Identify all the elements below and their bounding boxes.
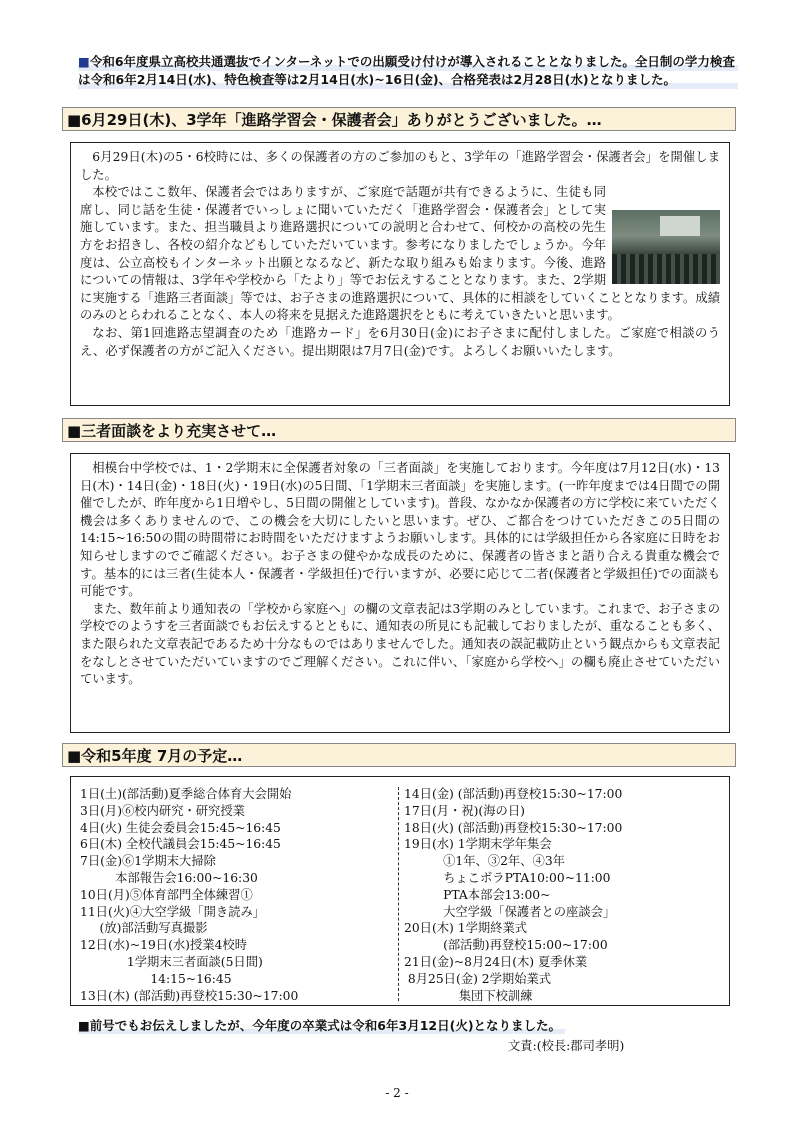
bullet-square-icon: ■ bbox=[78, 54, 90, 69]
article-paragraph: また、数年前より通知表の「学校から家庭へ」の欄の文章表記は3学期のみとしています。これまで、お子さまの学校でのようすを三者面談でもお伝えするとともに、通知表の所見にも記載しておりましたが、重なることも多く、また限られた文章表記であるため十分なものではありませんでした。通知表の誤記載防止という観点からも文章表記をなしとさせていただいていますのでご理解ください。これに伴い、「家庭から学校へ」の欄も廃止させていただいています。 bbox=[80, 601, 720, 687]
projector-screen-shape bbox=[660, 216, 700, 236]
schedule-line: 8月25日(金) 2学期始業式 bbox=[404, 971, 552, 986]
article-paragraph: 6月29日(木)の5・6校時には、多くの保護者の方のご参加のもと、3学年の「進路学習会・保護者会」を開催しました。 bbox=[80, 150, 720, 182]
section-heading-july-schedule: ■令和5年度 7月の予定… bbox=[62, 743, 736, 767]
schedule-line: ①1年、③2年、④3年 bbox=[404, 854, 565, 869]
schedule-line: 17日(月・祝)(海の日) bbox=[404, 803, 525, 818]
schedule-line: 6日(木) 全校代議員会15:45~16:45 bbox=[80, 837, 281, 852]
graduation-notice: ■前号でもお伝えしましたが、今年度の卒業式は令和6年3月12日(火)となりました。 bbox=[78, 1018, 565, 1034]
article-paragraph: なお、第1回進路志望調査のため「進路カード」を6月30日(金)にお子さまに配付しました。ご家庭で相談のうえ、必ず保護者の方がご記入ください。提出期限は7月7日(金)です。よろしくお願いいたします。 bbox=[80, 325, 720, 358]
schedule-line: 21日(金)~8月24日(木) 夏季休業 bbox=[404, 954, 588, 969]
schedule-line: 20日(木) 1学期終業式 bbox=[404, 921, 528, 936]
schedule-line: 10日(月)⑤体育部門全体練習① bbox=[80, 887, 253, 902]
schedule-line: 19日(水) 1学期末学年集会 bbox=[404, 837, 552, 852]
section-heading-three-party-meeting: ■三者面談をより充実させて… bbox=[62, 418, 736, 442]
meeting-photo bbox=[612, 210, 720, 284]
three-party-meeting-article bbox=[70, 453, 730, 733]
section-heading-career-meeting: ■6月29日(木)、3学年「進路学習会・保護者会」ありがとうございました。… bbox=[62, 107, 736, 131]
schedule-line: (放)部活動写真撮影 bbox=[80, 921, 208, 936]
schedule-line: 14:15~16:45 bbox=[80, 971, 232, 986]
schedule-line: (部活動)再登校15:00~17:00 bbox=[404, 938, 608, 953]
schedule-column-right bbox=[404, 786, 724, 1004]
schedule-line: 12日(水)~19日(水)授業4校時 bbox=[80, 938, 247, 953]
schedule-line: 1日(土)(部活動)夏季総合体育大会開始 bbox=[80, 787, 292, 801]
schedule-divider bbox=[398, 787, 399, 1001]
schedule-line: 大空学級「保護者との座談会」 bbox=[404, 904, 616, 919]
schedule-line: 7日(金)⑥1学期末大掃除 bbox=[80, 854, 216, 869]
schedule-line: PTA本部会13:00~ bbox=[404, 887, 551, 902]
article-paragraph: 相模台中学校では、1・2学期末に全保護者対象の「三者面談」を実施しております。今年度は7月12日(水)・13日(木)・14日(金)・18日(火)・19日(水)の5日間、「1学期末三者面談」を実施します。(一昨年度までは4日間での開催でしたが、昨年度から1日増やし、5日間の開催としています)。普段、なかなか保護者の方に学校に来ていただく機会は多くありませんので、この機会を大切にしたいと思います。ぜひ、ご都合をつけていただきこの5日間の14:15~16:50の間の時間帯にお時間をいただけますようお願いします。具体的には学級担任から各家庭に日時をお知らせしますのでご確認ください。お子さまの健やかな成長のために、保護者の皆さまと語り合える貴重な機会です。基本的には三者(生徒本人・保護者・学級担任)で行いますが、必要に応じて二者(保護者と学級担任)での面談も可能です。 bbox=[80, 461, 720, 599]
career-meeting-article bbox=[70, 142, 730, 406]
schedule-line: 3日(月)⑥校内研究・研究授業 bbox=[80, 803, 245, 818]
schedule-line: 1学期末三者面談(5日間) bbox=[80, 954, 263, 969]
schedule-line: 本部報告会16:00~16:30 bbox=[80, 870, 258, 885]
author-credit: 文責:(校長:郡司孝明) bbox=[508, 1039, 625, 1053]
schedule-line: 4日(火) 生徒会委員会15:45~16:45 bbox=[80, 820, 281, 835]
july-schedule-box bbox=[70, 776, 730, 1006]
page-number: - 2 - bbox=[385, 1086, 409, 1100]
article-paragraph: 本校ではここ数年、保護者会ではありますが、ご家庭で話題が共有できるように、生徒も同席し、同じ話を生徒・保護者でいっしょに聞いていただく「進路学習会・保護者会」として実施しています。また、担当職員より進路選択についての説明と合わせて、何校かの高校の先生方をお招きし、各校の紹介などもしていただいています。参考になりましたでしょうか。今年度は、公立高校もインターネット出願となるなど、新たな取り組みも始まります。今後、進路についての情報は、3学年や学校から「たより」等でお伝えすることとなります。また、2学期に実施する「進路三者面談」等では、お子さまの進路選択について、具体的に相談をしていくこととなります。成績のみのとらわれることなく、本人の将来を見据えた進路選択をともに考えていきたいと思います。 bbox=[80, 185, 720, 323]
intro-text: 令和6年度県立高校共通選抜でインターネットでの出願受け付けが導入されることとなりました。全日制の学力検査は令和6年2月14日(水)、特色検査等は2月14日(水)~16日(金)、合格発表は2月28日(水)となりました。 bbox=[78, 54, 735, 87]
schedule-line: 11日(火)④大空学級「開き読み」 bbox=[80, 904, 266, 919]
schedule-line: 14日(金) (部活動)再登校15:30~17:00 bbox=[404, 787, 623, 801]
schedule-line: 集団下校訓練 bbox=[404, 988, 533, 1003]
schedule-line: ちょこボラPTA10:00~11:00 bbox=[404, 870, 611, 885]
schedule-column-left bbox=[80, 786, 400, 1004]
audience-shape bbox=[612, 254, 720, 284]
intro-notice bbox=[78, 53, 738, 89]
schedule-line: 13日(木) (部活動)再登校15:30~17:00 bbox=[80, 988, 299, 1003]
schedule-line: 18日(火) (部活動)再登校15:30~17:00 bbox=[404, 820, 623, 835]
